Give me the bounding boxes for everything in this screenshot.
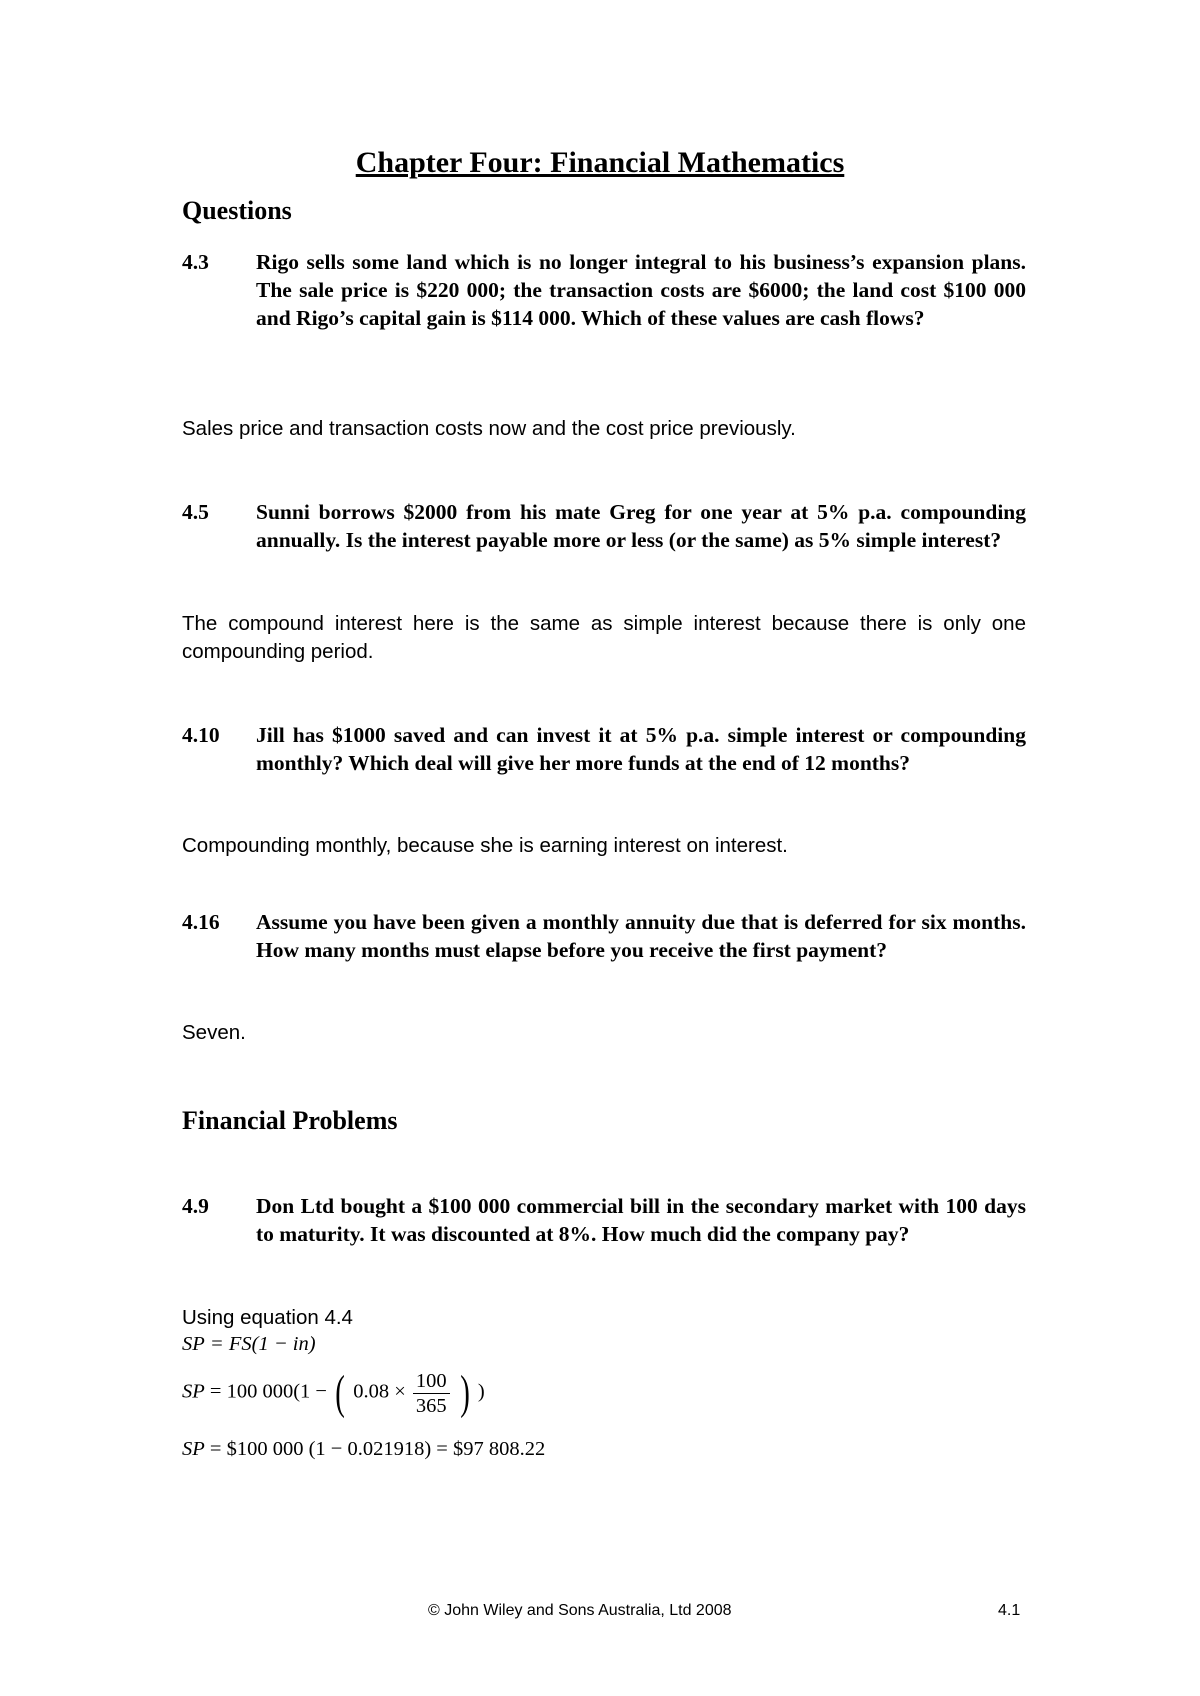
fraction-denominator: 365 bbox=[415, 1394, 447, 1417]
question-number: 4.5 bbox=[182, 500, 209, 524]
answer-4-10: Compounding monthly, because she is earning interest on interest. bbox=[182, 834, 788, 857]
page-title: Chapter Four: Financial Mathematics bbox=[355, 146, 845, 179]
question-text: Assume you have been given a monthly annuity due that is deferred for six months. How many months must elapse before you receive the first payment? bbox=[256, 910, 1026, 962]
equation-inner: 0.08 × bbox=[353, 1380, 406, 1403]
question-number: 4.9 bbox=[182, 1194, 209, 1218]
question-number: 4.10 bbox=[182, 723, 220, 747]
question-4-9 bbox=[182, 1192, 1026, 1248]
equation-lhs: SP bbox=[182, 1380, 205, 1403]
answer-4-3: Sales price and transaction costs now and the cost price previously. bbox=[182, 417, 796, 440]
footer-copyright: © John Wiley and Sons Australia, Ltd 2008 bbox=[428, 1602, 732, 1619]
question-text: Don Ltd bought a $100 000 commercial bill in the secondary market with 100 days to maturity. It was discounted at 8%. How much did the company pay? bbox=[256, 1194, 1026, 1246]
question-text: Rigo sells some land which is no longer integral to his business’s expansion plans. The sale price is $220 000; the transaction costs are $6000; the land cost $100 000 and Rigo’s capital gain is $114 000. Which of these values are cash flows? bbox=[256, 250, 1026, 330]
section-heading-questions: Questions bbox=[182, 196, 292, 225]
equation-lhs: SP bbox=[182, 1333, 205, 1355]
equation-prefix: = 100 000(1 − bbox=[209, 1380, 327, 1403]
answer-4-5: The compound interest here is the same as simple interest because there is only one compounding period. bbox=[182, 612, 1026, 663]
equation-suffix: ) bbox=[477, 1380, 485, 1403]
question-text: Jill has $1000 saved and can invest it at 5% p.a. simple interest or compounding monthly? Which deal will give her more funds at the end of 12 months? bbox=[256, 723, 1026, 775]
question-4-3 bbox=[182, 248, 1026, 332]
question-4-5 bbox=[182, 498, 1026, 554]
fraction bbox=[413, 1369, 450, 1418]
question-text: Sunni borrows $2000 from his mate Greg for one year at 5% p.a. compounding annually. Is the interest payable more or less (or the same) as 5% simple interest? bbox=[256, 500, 1026, 552]
equation-lhs: SP bbox=[182, 1438, 205, 1460]
footer-page-number: 4.1 bbox=[998, 1602, 1021, 1619]
section-heading-financial-problems: Financial Problems bbox=[182, 1106, 398, 1135]
equation-3 bbox=[182, 1438, 545, 1461]
left-paren-glyph: ( bbox=[335, 1366, 345, 1419]
question-4-10 bbox=[182, 721, 1026, 777]
question-number: 4.3 bbox=[182, 250, 209, 274]
equation-2 bbox=[182, 1368, 485, 1418]
answer-4-16: Seven. bbox=[182, 1021, 246, 1044]
equation-rhs: = $100 000 (1 − 0.021918) = $97 808.22 bbox=[209, 1438, 546, 1460]
question-number: 4.16 bbox=[182, 910, 220, 934]
right-paren-glyph: ) bbox=[459, 1366, 470, 1419]
equation-1 bbox=[182, 1333, 316, 1356]
fraction-numerator: 100 bbox=[413, 1369, 450, 1394]
answer-intro: Using equation 4.4 bbox=[182, 1306, 353, 1329]
question-4-16 bbox=[182, 908, 1026, 964]
equation-rhs: = FS(1 − in) bbox=[209, 1333, 316, 1355]
